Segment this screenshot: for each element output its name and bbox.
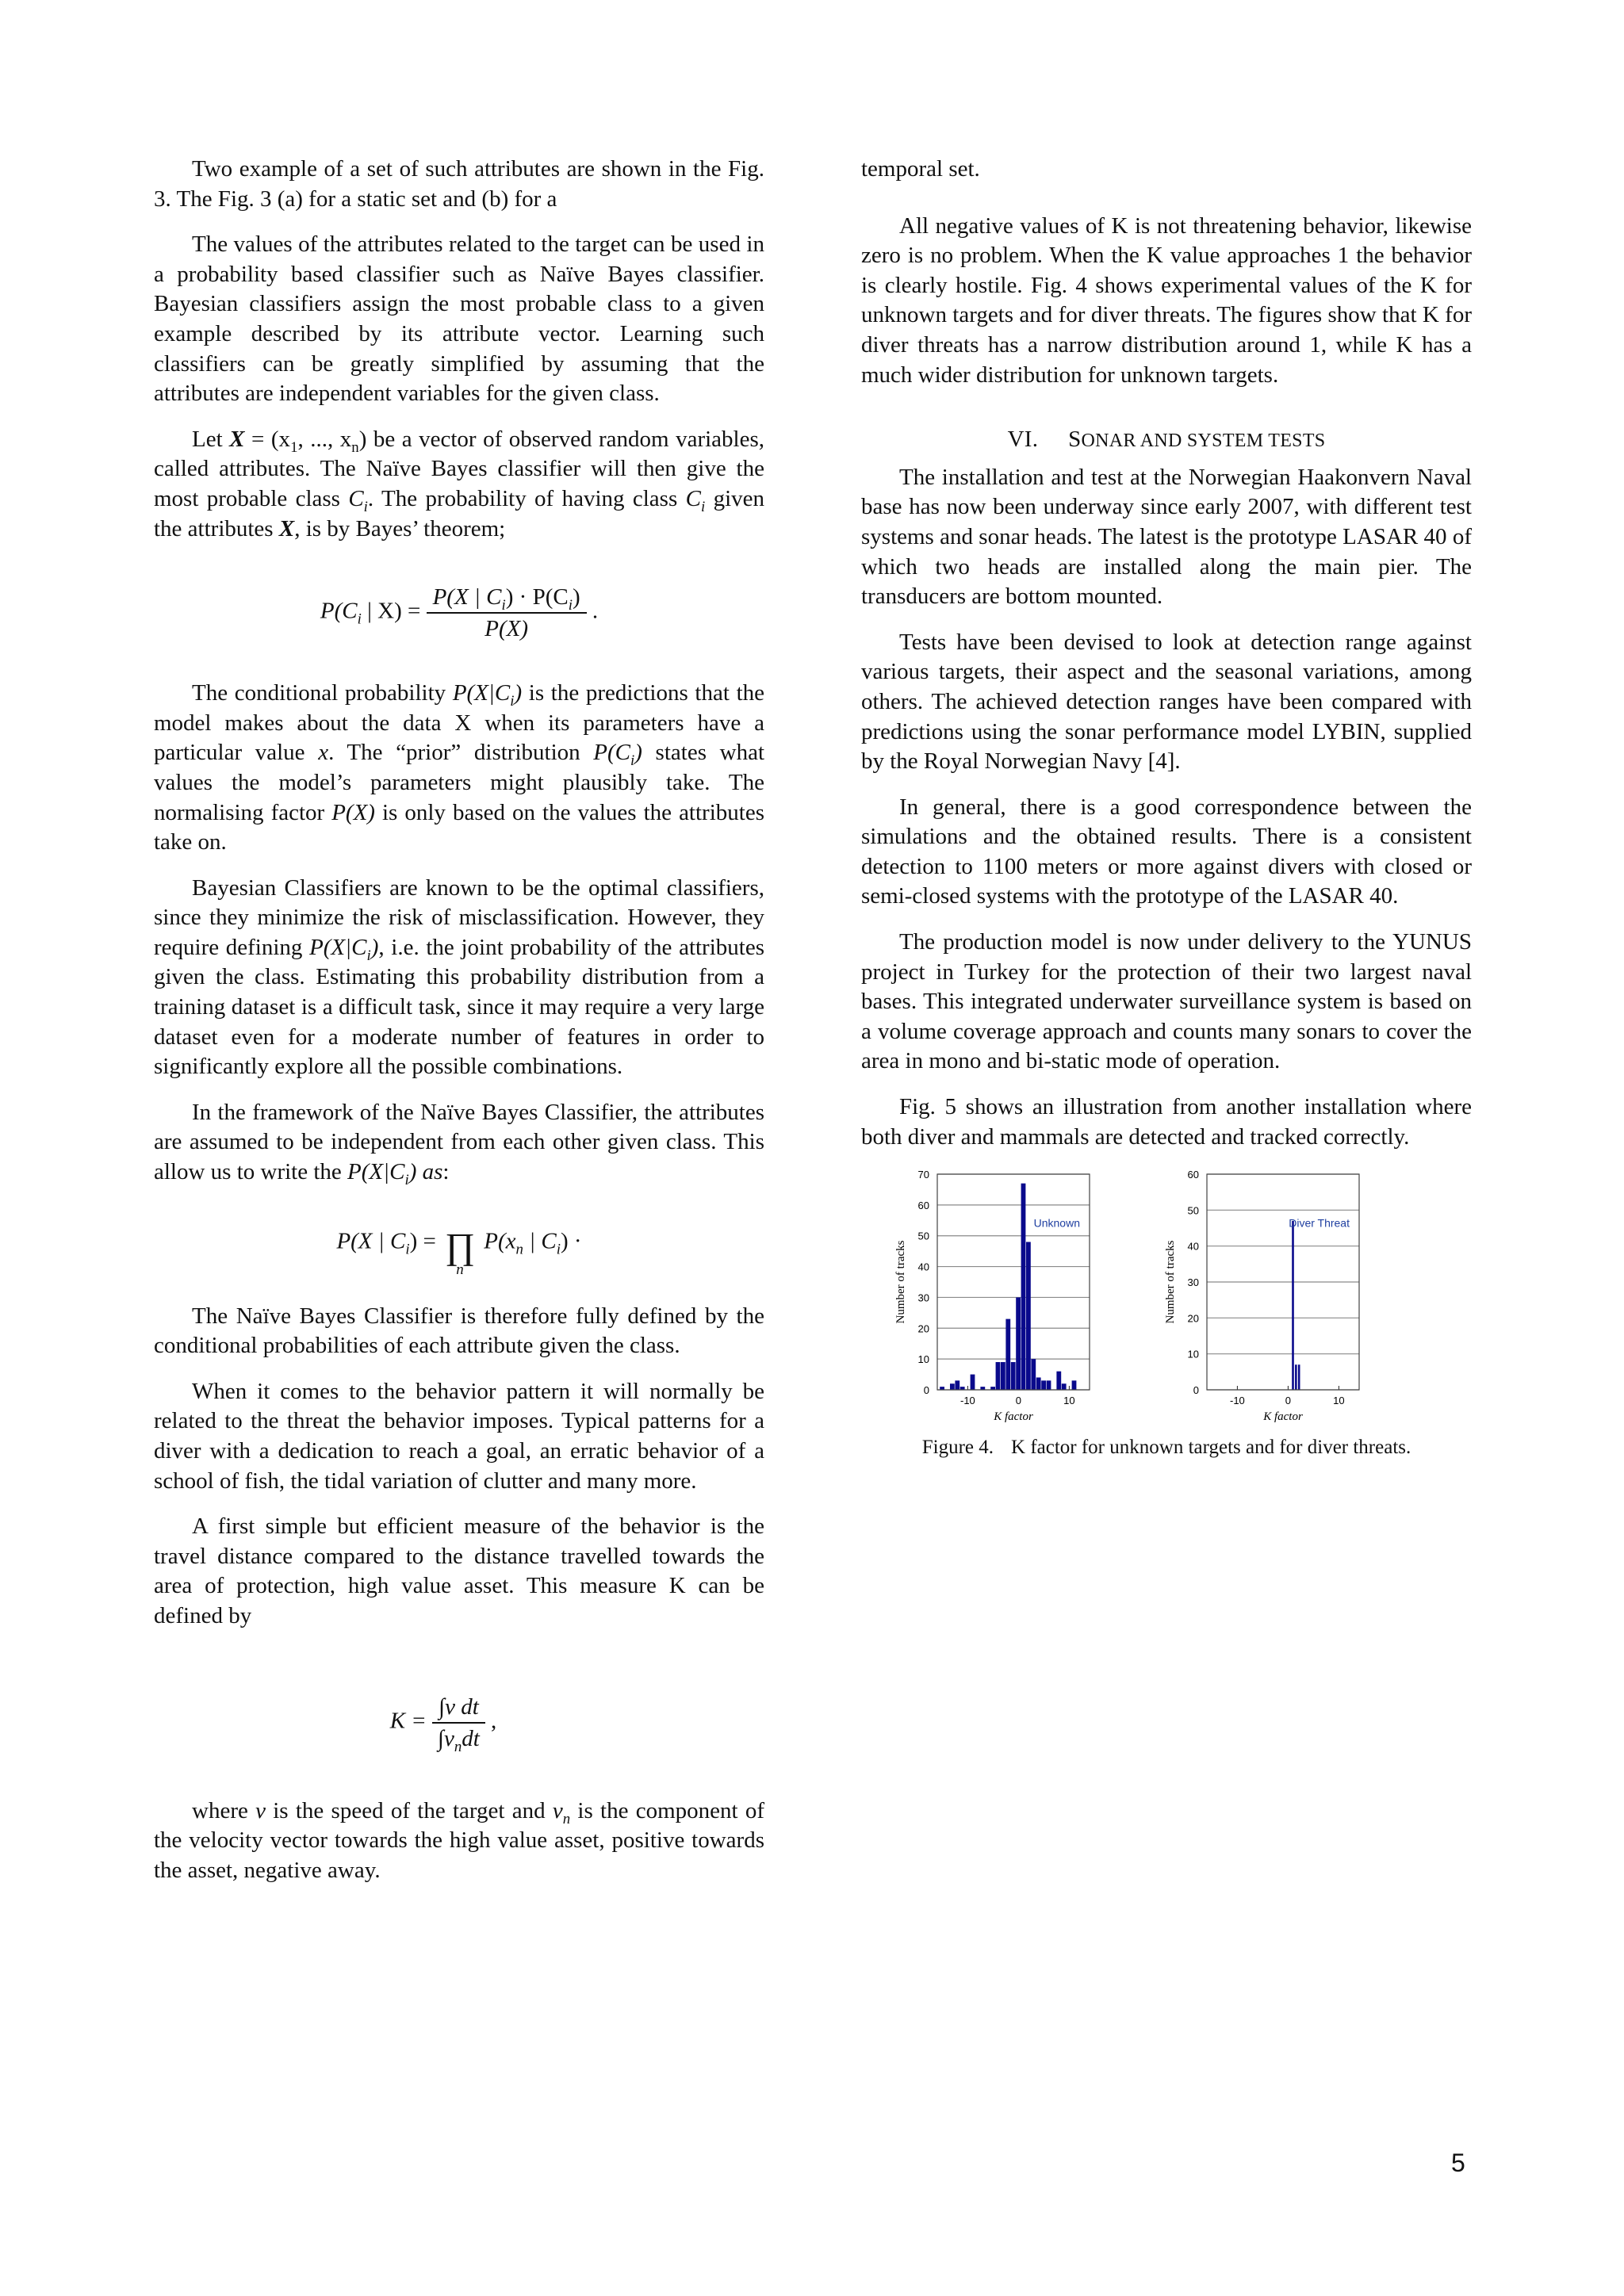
y-tick-label: 0 [923,1384,929,1397]
y-axis-label: Number of tracks [894,1240,907,1324]
paragraph: The conditional probability $P(X|C_i)$ is the predictions that the model makes about the data X when its parameters have a particular value x. The “prior” distribution $P(C_i)$ states what values the model’s parameters might plausibly take. The normalising factor P(X) is only based on the values the attributes take on. [154,680,764,855]
fraction: $\frac{P(X | C_i) \cdot P(C_i)}{P(X)}$ [427,584,587,642]
histogram-bar [1292,1221,1294,1390]
histogram-bar [1031,1359,1036,1390]
paragraph: The installation and test at the Norwegian Haakonvern Naval base has now been underway since early 2007, with different test systems and sonar heads. The latest is the prototype LASAR 40 of which two heads are installed along the main pier. The transducers are bottom mounted. [861,464,1472,610]
right-column [861,155,1472,1463]
histogram-bar [1021,1184,1026,1390]
histogram-bar [1298,1364,1300,1390]
paragraph: A first simple but efficient measure of the behavior is the travel distance compared to the distance travelled towards the area of protection, high value asset. This measure K can be defined by [154,1513,764,1628]
plot-frame [937,1174,1090,1390]
equation-k-factor: K = $\frac{\text{∫v dt}}{\int v_ndt}$ , [389,1693,497,1755]
paragraph: where v is the speed of the target and $v_n$ is the component of the velocity vector towards the high value asset, positive towards the asset, negative away. [154,1797,765,1883]
histogram-bar [971,1375,975,1390]
x-axis-label: K factor [994,1410,1033,1424]
y-tick-label: 30 [917,1292,929,1304]
equation-bayes: $P(C_i$ | X) = $\frac{P(X | C_i) \cdot P(C_i)}{P(X)}$ . [320,584,599,642]
paragraph: temporal set. [861,156,980,182]
y-tick-label: 40 [917,1261,929,1273]
paragraph: All negative values of K is not threatening behavior, likewise zero is no problem. When the K value approaches 1 the behavior is clearly hostile. Fig. 4 shows experimental values of the K for unknown targets and for diver threats. The figures show that K for diver threats has a narrow distribution around 1, while K has a much wider distribution for unknown targets. [861,212,1472,388]
histogram-bar [1005,1319,1010,1390]
histogram-diver-threat [1164,1169,1359,1423]
x-tick-label: 0 [1285,1395,1292,1407]
y-tick-label: 70 [917,1169,929,1181]
figure-caption: Figure 4. K factor for unknown targets and for diver threats. [921,1437,1411,1459]
paragraph: Let $X = (x_1$, ..., $x_n$) be a vector of observed random variables, called attributes. The Naïve Bayes classifier will then give the most probable class $C_i$. The probability of having class $C_i$ given the attributes X, is by Bayes’ theorem; [154,426,764,541]
histogram-bar [1072,1381,1077,1391]
histogram-bar [1047,1381,1051,1391]
x-tick-label: -10 [1230,1395,1245,1407]
paragraph: Fig. 5 shows an illustration from another installation where both diver and mammals are detected and tracked correctly. [861,1094,1472,1150]
histogram-bar [1026,1242,1031,1391]
histogram-bar [996,1362,1001,1390]
paragraph: The production model is now under delivery to the YUNUS project in Turkey for the protection of their two largest naval bases. This integrated underwater surveillance system is based on a volume coverage approach and counts many sonars to cover the area in mono and bi-static mode of operation. [861,929,1472,1074]
figure-4 [861,1166,1472,1428]
x-axis-label: K factor [1263,1410,1303,1424]
paragraph: In general, there is a good correspondence between the simulations and the obtained results. There is a consistent detection to 1100 meters or more against divers with closed or semi-closed systems with the prototype of the LASAR 40. [861,794,1472,909]
section-heading: VI. SONAR AND SYSTEM TESTS [1007,427,1326,453]
x-tick-label: 10 [1063,1395,1075,1407]
equation-product: P(X | $C_i$) = ∏ n $P(x_n$ | $C_i$) · [336,1225,582,1278]
histogram-bar [950,1383,955,1390]
left-column [154,155,764,1885]
y-tick-label: 40 [1187,1240,1199,1253]
y-tick-label: 0 [1193,1384,1199,1397]
paragraph: When it comes to the behavior pattern it will normally be related to the threat the behavior imposes. Typical patterns for a diver with a dedication to reach a goal, an erratic behavior of a school of fish, the tidal variation of clutter and many more. [154,1378,764,1494]
histogram-bar [1001,1362,1005,1390]
histogram-bar [955,1381,959,1391]
histogram-bar [1062,1383,1067,1390]
paragraph: Tests have been devised to look at detection range against various targets, their aspect and the seasonal variations, among others. The achieved detection ranges have been compared with predictions using the sonar performance model LYBIN, supplied by the Royal Norwegian Navy [4]. [861,629,1472,775]
page-number: 5 [1451,2149,1465,2177]
y-tick-label: 20 [1187,1312,1199,1325]
y-tick-label: 30 [1187,1276,1199,1289]
histogram-bar [1295,1364,1297,1390]
histogram-unknown [894,1169,1090,1423]
histogram-bar [1036,1378,1041,1391]
y-tick-label: 60 [1187,1169,1199,1181]
y-axis-label: Number of tracks [1164,1240,1177,1324]
paragraph: Two example of a set of such attributes are shown in the Fig. 3. The Fig. 3 (a) for a static set and (b) for a [154,156,764,212]
y-tick-label: 50 [1187,1204,1199,1217]
histogram-bar [1016,1298,1021,1391]
x-tick-label: 0 [1015,1395,1022,1407]
paragraph: The Naïve Bayes Classifier is therefore fully defined by the conditional probabilities of each attribute given the class. [154,1303,764,1359]
y-tick-label: 60 [917,1200,929,1212]
histogram-bar [1011,1362,1016,1390]
paragraph: In the framework of the Naïve Bayes Classifier, the attributes are assumed to be independent from each other given class. This allow us to write the $P(X|C_i)$ as: [154,1099,764,1188]
fraction: $\frac{\text{∫v dt}}{\int v_ndt}$ [432,1693,485,1752]
y-tick-label: 50 [917,1230,929,1242]
paragraph: Bayesian Classifiers are known to be the optimal classifiers, since they minimize the risk of misclassification. However, they require defining $P(X|C_i)$, i.e. the joint probability of the attributes given the class. Estimating this probability distribution from a training dataset is a difficult task, since it may require a very large dataset even for a moderate number of features in order to significantly explore all the possible combinations. [154,874,764,1080]
y-tick-label: 10 [917,1353,929,1366]
x-tick-label: 10 [1333,1395,1345,1407]
histogram-bar [1056,1372,1061,1390]
series-label: Diver Threat [1289,1216,1350,1230]
x-tick-label: -10 [960,1395,975,1407]
histogram-bar [1041,1381,1046,1391]
y-tick-label: 20 [917,1322,929,1335]
figure-4-charts [861,1166,1472,1428]
y-tick-label: 10 [1187,1348,1199,1360]
paragraph: The values of the attributes related to the target can be used in a probability based classifier such as Naïve Bayes classifier. Bayesian classifiers assign the most probable class to a given example described by its attribute vector. Learning such classifiers can be greatly simplified by assuming that the attributes are independent variables for the given class. [154,232,764,407]
series-label: Unknown [1033,1216,1080,1230]
